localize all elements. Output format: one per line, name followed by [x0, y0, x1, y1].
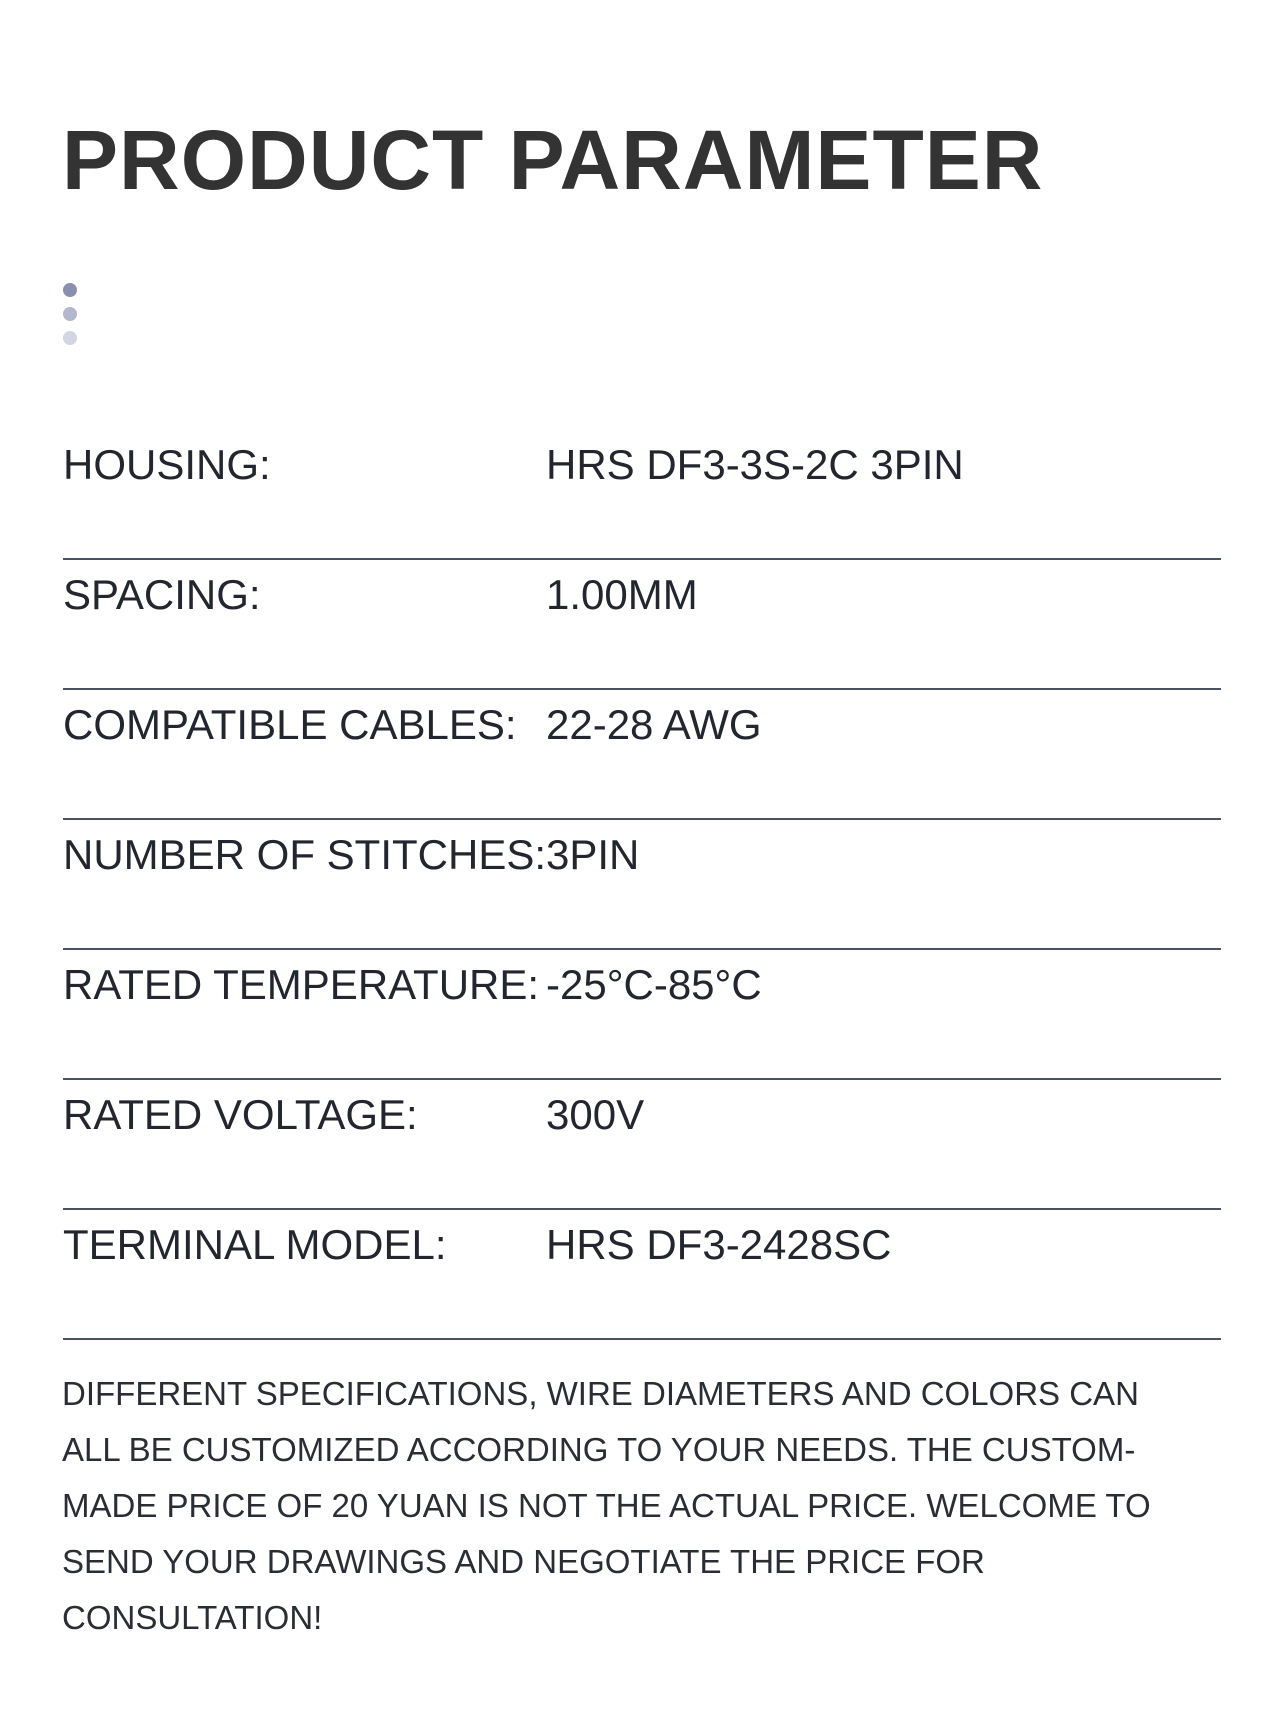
param-value: -25°C-85°C	[546, 961, 762, 1008]
param-row-terminal-model	[63, 1210, 1221, 1340]
param-label: NUMBER OF STITCHES:	[63, 831, 547, 878]
param-value: 1.00MM	[546, 571, 698, 618]
param-value: 300V	[546, 1091, 645, 1138]
page-title: PRODUCT PARAMETER	[62, 113, 1044, 207]
dot-icon	[63, 283, 77, 297]
param-label: HOUSING:	[63, 441, 271, 488]
dot-icon	[63, 307, 77, 321]
param-row-spacing	[63, 560, 1221, 690]
decorative-dots	[63, 283, 77, 355]
param-row-rated-voltage	[63, 1080, 1221, 1210]
param-label: RATED VOLTAGE:	[63, 1091, 418, 1138]
customization-note: DIFFERENT SPECIFICATIONS, WIRE DIAMETERS AND COLORS CAN ALL BE CUSTOMIZED ACCORDING TO YOUR NEEDS. THE CUSTOM-MADE PRICE OF 20 YUAN IS NOT THE ACTUAL PRICE. WELCOME TO SEND YOUR DRAWINGS AND NEGOTIATE THE PRICE FOR CONSULTATION!	[62, 1375, 1151, 1636]
param-row-rated-temperature	[63, 950, 1221, 1080]
param-value: HRS DF3-2428SC	[546, 1221, 892, 1268]
dot-icon	[63, 331, 77, 345]
param-label: RATED TEMPERATURE:	[63, 961, 540, 1008]
param-value: 3PIN	[546, 831, 640, 878]
param-value: 22-28 AWG	[546, 701, 762, 748]
param-label: TERMINAL MODEL:	[63, 1221, 447, 1268]
param-row-compatible-cables	[63, 690, 1221, 820]
param-label: COMPATIBLE CABLES:	[63, 701, 517, 748]
parameter-table	[63, 430, 1221, 1340]
param-row-number-of-stitches	[63, 820, 1221, 950]
param-value: HRS DF3-3S-2C 3PIN	[546, 441, 964, 488]
param-label: SPACING:	[63, 571, 261, 618]
param-row-housing	[63, 430, 1221, 560]
